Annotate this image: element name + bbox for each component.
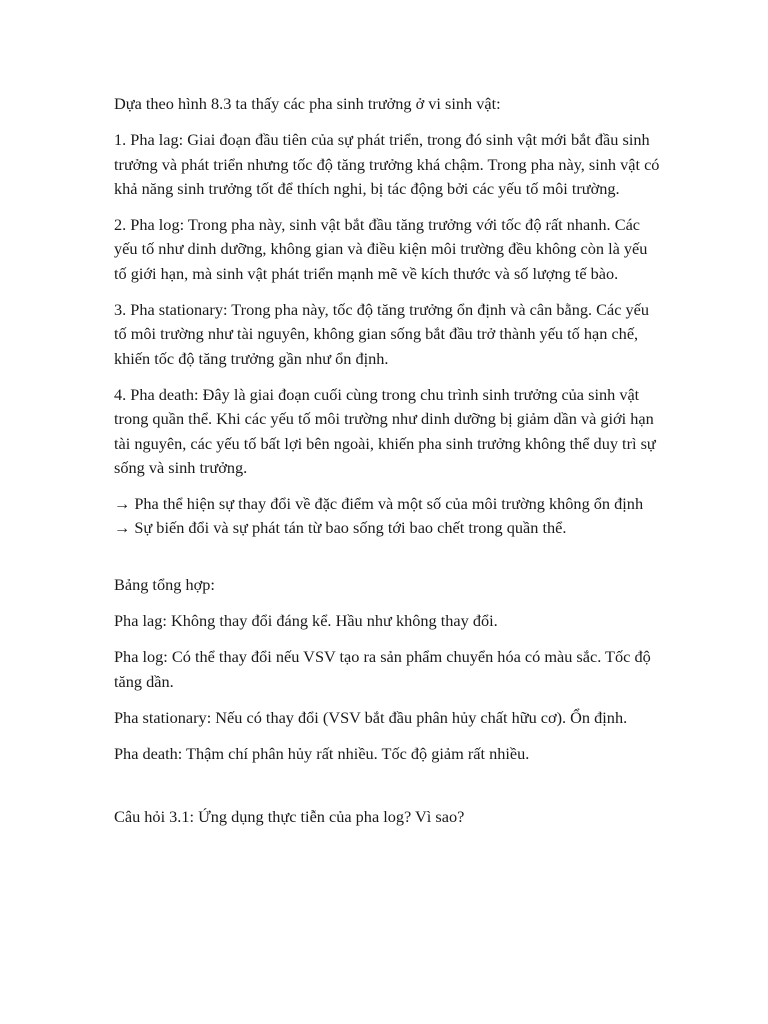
- summary-title: Bảng tổng hợp:: [114, 574, 215, 594]
- question-paragraph: Câu hỏi 3.1: Ứng dụng thực tiễn của pha log? Vì sao?: [114, 806, 465, 826]
- summary-row-lag: Pha lag: Không thay đổi đáng kể. Hầu như không thay đổi.: [114, 611, 498, 631]
- intro-paragraph: Dựa theo hình 8.3 ta thấy các pha sinh trưởng ở vi sinh vật:: [114, 94, 501, 113]
- summary-row-death: Pha death: Thậm chí phân hủy rất nhiều. Tốc độ giảm rất nhiều.: [114, 744, 530, 764]
- summary-row-log: Pha log: Có thể thay đổi nếu VSV tạo ra sản phẩm chuyển hóa có màu sắc. Tốc độ tăng dần.: [114, 647, 651, 691]
- summary-row-stationary: Pha stationary: Nếu có thay đổi (VSV bắt đầu phân hủy chất hữu cơ). Ổn định.: [114, 707, 628, 727]
- phase-stationary-paragraph: 3. Pha stationary: Trong pha này, tốc độ tăng trưởng ổn định và cân bằng. Các yếu tố môi trường như tài nguyên, không gian sống bắt đầu trở thành yếu tố hạn chế, khiến tốc độ tăng trưởng gần như ổn định.: [114, 300, 650, 368]
- document-page: [114, 92, 660, 841]
- conclusion-paragraph: → Pha thể hiện sự thay đổi về đặc điểm và một số của môi trường không ổn định → Sự biến đổi và sự phát tán từ bao sống tới bao chết trong quần thể.: [114, 494, 644, 538]
- phase-lag-paragraph: 1. Pha lag: Giai đoạn đầu tiên của sự phát triển, trong đó sinh vật mới bắt đầu sinh trưởng và phát triển nhưng tốc độ tăng trưởng khá chậm. Trong pha này, sinh vật có khả năng sinh trưởng tốt để thích nghi, bị tác động bởi các yếu tố môi trường.: [114, 130, 660, 198]
- phase-log-paragraph: 2. Pha log: Trong pha này, sinh vật bắt đầu tăng trưởng với tốc độ rất nhanh. Các yếu tố như dinh dưỡng, không gian và điều kiện môi trường đều không còn là yếu tố giới hạn, mà sinh vật phát triển mạnh mẽ về kích thước và số lượng tế bào.: [114, 215, 648, 283]
- phase-death-paragraph: 4. Pha death: Đây là giai đoạn cuối cùng trong chu trình sinh trưởng của sinh vật trong quần thể. Khi các yếu tố môi trường như dinh dưỡng bị giảm dần và giới hạn tài nguyên, các yếu tố bất lợi bên ngoài, khiến pha sinh trưởng không thể duy trì sự sống và sinh trưởng.: [114, 384, 656, 477]
